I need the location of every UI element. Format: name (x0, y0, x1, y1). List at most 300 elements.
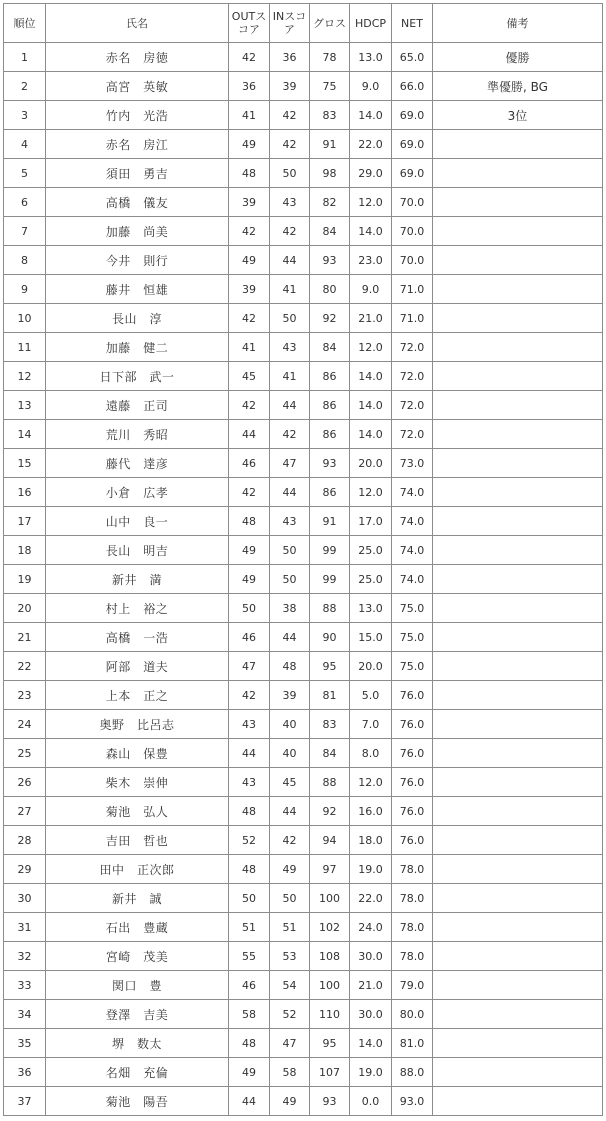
cell-rank: 36 (4, 1058, 46, 1087)
cell-name: 加藤 尚美 (46, 217, 229, 246)
cell-out-score: 50 (229, 884, 270, 913)
cell-name: 新井 満 (46, 565, 229, 594)
cell-note (433, 217, 603, 246)
cell-in-score: 44 (270, 246, 310, 275)
cell-hdcp: 12.0 (350, 188, 392, 217)
table-row (4, 1058, 603, 1087)
cell-rank: 4 (4, 130, 46, 159)
table-row (4, 391, 603, 420)
cell-out-score: 50 (229, 594, 270, 623)
cell-rank: 22 (4, 652, 46, 681)
cell-hdcp: 22.0 (350, 130, 392, 159)
cell-hdcp: 13.0 (350, 594, 392, 623)
cell-rank: 11 (4, 333, 46, 362)
table-row (4, 507, 603, 536)
cell-note (433, 768, 603, 797)
cell-hdcp: 12.0 (350, 333, 392, 362)
cell-in-score: 41 (270, 275, 310, 304)
cell-hdcp: 17.0 (350, 507, 392, 536)
cell-note (433, 1000, 603, 1029)
table-row (4, 623, 603, 652)
cell-in-score: 50 (270, 565, 310, 594)
cell-name: 阿部 道夫 (46, 652, 229, 681)
table-row (4, 797, 603, 826)
cell-hdcp: 19.0 (350, 855, 392, 884)
table-row (4, 652, 603, 681)
cell-net: 69.0 (392, 159, 433, 188)
table-row (4, 275, 603, 304)
cell-name: 菊池 弘人 (46, 797, 229, 826)
cell-hdcp: 30.0 (350, 942, 392, 971)
cell-hdcp: 8.0 (350, 739, 392, 768)
cell-name: 高橋 一浩 (46, 623, 229, 652)
cell-in-score: 50 (270, 536, 310, 565)
cell-gross: 95 (310, 652, 350, 681)
cell-note (433, 536, 603, 565)
cell-net: 69.0 (392, 101, 433, 130)
cell-note (433, 594, 603, 623)
cell-note (433, 971, 603, 1000)
cell-net: 74.0 (392, 507, 433, 536)
cell-rank: 14 (4, 420, 46, 449)
cell-note: 優勝 (433, 43, 603, 72)
cell-note (433, 391, 603, 420)
cell-in-score: 40 (270, 739, 310, 768)
cell-hdcp: 18.0 (350, 826, 392, 855)
table-row (4, 188, 603, 217)
cell-hdcp: 7.0 (350, 710, 392, 739)
cell-name: 高橋 儀友 (46, 188, 229, 217)
cell-in-score: 58 (270, 1058, 310, 1087)
cell-out-score: 47 (229, 652, 270, 681)
table-row (4, 536, 603, 565)
cell-net: 66.0 (392, 72, 433, 101)
cell-in-score: 53 (270, 942, 310, 971)
cell-rank: 28 (4, 826, 46, 855)
cell-net: 76.0 (392, 681, 433, 710)
table-row (4, 710, 603, 739)
cell-rank: 12 (4, 362, 46, 391)
cell-name: 高宮 英敏 (46, 72, 229, 101)
cell-hdcp: 14.0 (350, 1029, 392, 1058)
cell-name: 森山 保豊 (46, 739, 229, 768)
cell-in-score: 48 (270, 652, 310, 681)
cell-hdcp: 14.0 (350, 420, 392, 449)
cell-gross: 99 (310, 536, 350, 565)
cell-rank: 7 (4, 217, 46, 246)
cell-in-score: 42 (270, 420, 310, 449)
cell-hdcp: 30.0 (350, 1000, 392, 1029)
cell-note (433, 855, 603, 884)
cell-hdcp: 16.0 (350, 797, 392, 826)
cell-hdcp: 14.0 (350, 217, 392, 246)
cell-gross: 93 (310, 246, 350, 275)
table-row (4, 739, 603, 768)
cell-in-score: 50 (270, 884, 310, 913)
table-row (4, 217, 603, 246)
cell-rank: 3 (4, 101, 46, 130)
table-row (4, 449, 603, 478)
cell-note (433, 188, 603, 217)
cell-name: 小倉 広孝 (46, 478, 229, 507)
cell-gross: 88 (310, 768, 350, 797)
cell-out-score: 43 (229, 768, 270, 797)
cell-out-score: 44 (229, 420, 270, 449)
cell-rank: 13 (4, 391, 46, 420)
cell-name: 菊池 陽吾 (46, 1087, 229, 1116)
cell-name: 須田 勇吉 (46, 159, 229, 188)
cell-gross: 83 (310, 101, 350, 130)
header-net: NET (392, 4, 433, 43)
cell-in-score: 49 (270, 855, 310, 884)
cell-gross: 110 (310, 1000, 350, 1029)
cell-hdcp: 14.0 (350, 391, 392, 420)
cell-gross: 98 (310, 159, 350, 188)
cell-gross: 92 (310, 797, 350, 826)
cell-net: 76.0 (392, 797, 433, 826)
cell-net: 74.0 (392, 565, 433, 594)
cell-hdcp: 25.0 (350, 565, 392, 594)
cell-name: 加藤 健二 (46, 333, 229, 362)
cell-rank: 32 (4, 942, 46, 971)
table-row (4, 101, 603, 130)
cell-rank: 26 (4, 768, 46, 797)
cell-name: 赤名 房徳 (46, 43, 229, 72)
cell-hdcp: 23.0 (350, 246, 392, 275)
cell-name: 新井 誠 (46, 884, 229, 913)
cell-name: 奥野 比呂志 (46, 710, 229, 739)
cell-rank: 10 (4, 304, 46, 333)
cell-hdcp: 21.0 (350, 971, 392, 1000)
cell-gross: 92 (310, 304, 350, 333)
cell-name: 遠藤 正司 (46, 391, 229, 420)
cell-rank: 18 (4, 536, 46, 565)
cell-name: 長山 明吉 (46, 536, 229, 565)
cell-out-score: 49 (229, 536, 270, 565)
cell-net: 65.0 (392, 43, 433, 72)
table-row (4, 681, 603, 710)
cell-gross: 97 (310, 855, 350, 884)
cell-rank: 25 (4, 739, 46, 768)
cell-out-score: 36 (229, 72, 270, 101)
cell-note (433, 159, 603, 188)
cell-note (433, 913, 603, 942)
cell-rank: 5 (4, 159, 46, 188)
cell-net: 71.0 (392, 304, 433, 333)
cell-gross: 84 (310, 739, 350, 768)
cell-gross: 91 (310, 507, 350, 536)
cell-name: 山中 良一 (46, 507, 229, 536)
cell-net: 88.0 (392, 1058, 433, 1087)
cell-in-score: 42 (270, 101, 310, 130)
cell-in-score: 39 (270, 681, 310, 710)
cell-in-score: 47 (270, 1029, 310, 1058)
cell-in-score: 50 (270, 304, 310, 333)
cell-name: 竹内 光浩 (46, 101, 229, 130)
cell-hdcp: 15.0 (350, 623, 392, 652)
cell-note (433, 797, 603, 826)
cell-in-score: 41 (270, 362, 310, 391)
cell-net: 72.0 (392, 362, 433, 391)
cell-net: 79.0 (392, 971, 433, 1000)
table-row (4, 72, 603, 101)
cell-name: 村上 裕之 (46, 594, 229, 623)
cell-hdcp: 13.0 (350, 43, 392, 72)
cell-out-score: 42 (229, 217, 270, 246)
cell-note (433, 420, 603, 449)
cell-in-score: 50 (270, 159, 310, 188)
table-row (4, 826, 603, 855)
cell-out-score: 49 (229, 565, 270, 594)
table-row (4, 855, 603, 884)
header-in-score: INスコア (270, 4, 310, 43)
cell-hdcp: 29.0 (350, 159, 392, 188)
header-out-score: OUTスコア (229, 4, 270, 43)
cell-gross: 107 (310, 1058, 350, 1087)
cell-out-score: 48 (229, 797, 270, 826)
cell-out-score: 42 (229, 681, 270, 710)
cell-note (433, 826, 603, 855)
cell-in-score: 44 (270, 391, 310, 420)
header-gross: グロス (310, 4, 350, 43)
cell-rank: 20 (4, 594, 46, 623)
cell-note: 準優勝, BG (433, 72, 603, 101)
cell-net: 71.0 (392, 275, 433, 304)
cell-note (433, 449, 603, 478)
cell-rank: 16 (4, 478, 46, 507)
cell-note: 3位 (433, 101, 603, 130)
cell-name: 宮崎 茂美 (46, 942, 229, 971)
cell-name: 今井 則行 (46, 246, 229, 275)
cell-gross: 99 (310, 565, 350, 594)
cell-name: 名畑 充倫 (46, 1058, 229, 1087)
cell-in-score: 45 (270, 768, 310, 797)
cell-net: 72.0 (392, 333, 433, 362)
cell-gross: 90 (310, 623, 350, 652)
cell-hdcp: 12.0 (350, 478, 392, 507)
cell-net: 76.0 (392, 768, 433, 797)
header-hdcp: HDCP (350, 4, 392, 43)
cell-note (433, 275, 603, 304)
table-row (4, 478, 603, 507)
cell-gross: 80 (310, 275, 350, 304)
cell-gross: 108 (310, 942, 350, 971)
cell-in-score: 36 (270, 43, 310, 72)
cell-net: 78.0 (392, 884, 433, 913)
cell-name: 荒川 秀昭 (46, 420, 229, 449)
cell-hdcp: 25.0 (350, 536, 392, 565)
cell-rank: 33 (4, 971, 46, 1000)
cell-gross: 84 (310, 217, 350, 246)
cell-out-score: 42 (229, 304, 270, 333)
cell-net: 70.0 (392, 188, 433, 217)
cell-gross: 91 (310, 130, 350, 159)
results-wrapper (3, 3, 603, 1116)
cell-gross: 84 (310, 333, 350, 362)
cell-out-score: 44 (229, 1087, 270, 1116)
cell-rank: 37 (4, 1087, 46, 1116)
cell-gross: 88 (310, 594, 350, 623)
table-row (4, 246, 603, 275)
cell-rank: 8 (4, 246, 46, 275)
cell-rank: 31 (4, 913, 46, 942)
cell-net: 78.0 (392, 913, 433, 942)
cell-out-score: 46 (229, 623, 270, 652)
cell-rank: 2 (4, 72, 46, 101)
table-row (4, 333, 603, 362)
cell-note (433, 942, 603, 971)
cell-gross: 93 (310, 1087, 350, 1116)
cell-out-score: 42 (229, 391, 270, 420)
cell-out-score: 48 (229, 507, 270, 536)
cell-note (433, 652, 603, 681)
cell-name: 赤名 房江 (46, 130, 229, 159)
cell-name: 長山 淳 (46, 304, 229, 333)
cell-out-score: 48 (229, 855, 270, 884)
cell-out-score: 44 (229, 739, 270, 768)
cell-in-score: 44 (270, 797, 310, 826)
table-row (4, 43, 603, 72)
cell-net: 76.0 (392, 710, 433, 739)
cell-net: 73.0 (392, 449, 433, 478)
table-row (4, 913, 603, 942)
cell-hdcp: 20.0 (350, 652, 392, 681)
cell-out-score: 46 (229, 971, 270, 1000)
table-row (4, 420, 603, 449)
cell-net: 75.0 (392, 652, 433, 681)
cell-out-score: 49 (229, 130, 270, 159)
cell-note (433, 884, 603, 913)
cell-net: 70.0 (392, 217, 433, 246)
cell-rank: 6 (4, 188, 46, 217)
cell-in-score: 44 (270, 623, 310, 652)
cell-hdcp: 0.0 (350, 1087, 392, 1116)
cell-out-score: 43 (229, 710, 270, 739)
cell-note (433, 739, 603, 768)
cell-in-score: 52 (270, 1000, 310, 1029)
cell-hdcp: 24.0 (350, 913, 392, 942)
results-table (3, 3, 603, 1116)
cell-gross: 86 (310, 391, 350, 420)
table-row (4, 565, 603, 594)
cell-out-score: 39 (229, 188, 270, 217)
cell-in-score: 40 (270, 710, 310, 739)
cell-hdcp: 9.0 (350, 275, 392, 304)
cell-gross: 95 (310, 1029, 350, 1058)
cell-name: 藤井 恒雄 (46, 275, 229, 304)
cell-in-score: 43 (270, 188, 310, 217)
table-row (4, 1029, 603, 1058)
cell-out-score: 45 (229, 362, 270, 391)
cell-note (433, 1058, 603, 1087)
cell-gross: 100 (310, 971, 350, 1000)
cell-net: 81.0 (392, 1029, 433, 1058)
cell-rank: 17 (4, 507, 46, 536)
cell-in-score: 51 (270, 913, 310, 942)
cell-net: 72.0 (392, 391, 433, 420)
cell-name: 関口 豊 (46, 971, 229, 1000)
table-row (4, 1000, 603, 1029)
cell-out-score: 49 (229, 246, 270, 275)
table-row (4, 884, 603, 913)
cell-name: 堺 数太 (46, 1029, 229, 1058)
cell-gross: 82 (310, 188, 350, 217)
cell-rank: 15 (4, 449, 46, 478)
cell-in-score: 49 (270, 1087, 310, 1116)
cell-note (433, 478, 603, 507)
cell-in-score: 38 (270, 594, 310, 623)
cell-net: 75.0 (392, 594, 433, 623)
cell-gross: 94 (310, 826, 350, 855)
cell-note (433, 362, 603, 391)
header-rank: 順位 (4, 4, 46, 43)
cell-net: 74.0 (392, 478, 433, 507)
cell-gross: 75 (310, 72, 350, 101)
cell-in-score: 42 (270, 826, 310, 855)
cell-net: 69.0 (392, 130, 433, 159)
cell-gross: 81 (310, 681, 350, 710)
cell-note (433, 246, 603, 275)
table-row (4, 594, 603, 623)
cell-note (433, 710, 603, 739)
cell-name: 上本 正之 (46, 681, 229, 710)
cell-rank: 9 (4, 275, 46, 304)
cell-note (433, 333, 603, 362)
cell-out-score: 49 (229, 1058, 270, 1087)
cell-gross: 83 (310, 710, 350, 739)
cell-net: 72.0 (392, 420, 433, 449)
cell-name: 日下部 武一 (46, 362, 229, 391)
table-row (4, 362, 603, 391)
table-row (4, 304, 603, 333)
cell-net: 78.0 (392, 855, 433, 884)
cell-rank: 21 (4, 623, 46, 652)
table-row (4, 159, 603, 188)
cell-out-score: 48 (229, 1029, 270, 1058)
table-row (4, 130, 603, 159)
table-row (4, 971, 603, 1000)
cell-out-score: 48 (229, 159, 270, 188)
cell-in-score: 44 (270, 478, 310, 507)
cell-hdcp: 20.0 (350, 449, 392, 478)
cell-gross: 86 (310, 478, 350, 507)
cell-out-score: 46 (229, 449, 270, 478)
cell-out-score: 52 (229, 826, 270, 855)
cell-hdcp: 21.0 (350, 304, 392, 333)
cell-rank: 23 (4, 681, 46, 710)
cell-net: 78.0 (392, 942, 433, 971)
cell-rank: 29 (4, 855, 46, 884)
cell-rank: 35 (4, 1029, 46, 1058)
cell-hdcp: 9.0 (350, 72, 392, 101)
cell-gross: 86 (310, 420, 350, 449)
cell-name: 石出 豊蔵 (46, 913, 229, 942)
cell-in-score: 42 (270, 130, 310, 159)
cell-net: 76.0 (392, 826, 433, 855)
cell-rank: 30 (4, 884, 46, 913)
cell-hdcp: 5.0 (350, 681, 392, 710)
cell-name: 吉田 哲也 (46, 826, 229, 855)
cell-in-score: 39 (270, 72, 310, 101)
cell-out-score: 55 (229, 942, 270, 971)
table-row (4, 1087, 603, 1116)
cell-hdcp: 12.0 (350, 768, 392, 797)
cell-net: 80.0 (392, 1000, 433, 1029)
cell-name: 登澤 吉美 (46, 1000, 229, 1029)
cell-rank: 27 (4, 797, 46, 826)
cell-gross: 100 (310, 884, 350, 913)
cell-note (433, 130, 603, 159)
